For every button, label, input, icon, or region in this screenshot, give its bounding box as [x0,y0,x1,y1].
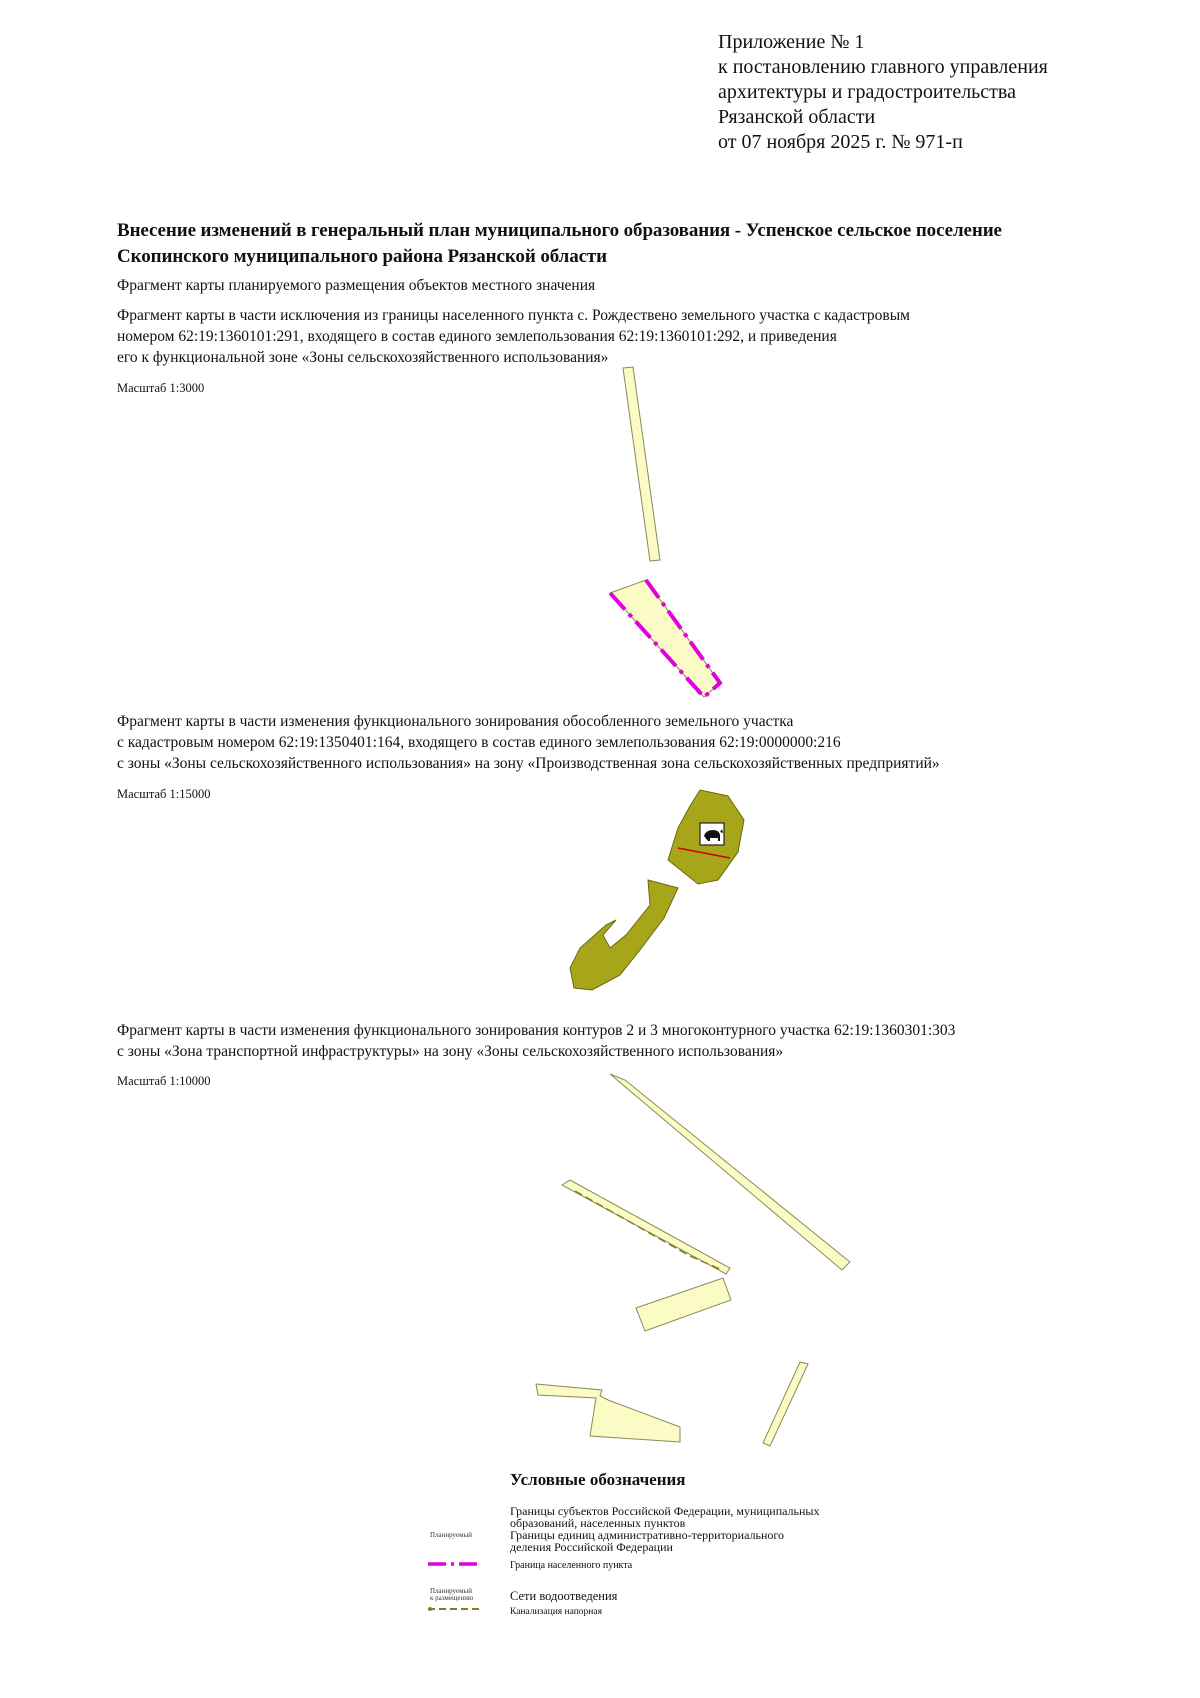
legend-item-boundaries [510,1505,820,1529]
legend-item-pressure-sewer: Канализация напорная [510,1607,602,1617]
agri-parcel-rectangle [636,1278,731,1331]
fragment-line: его к функциональной зоне «Зоны сельскохозяйственного использования» [117,349,609,366]
appendix-line: к постановлению главного управления [718,56,1048,78]
agri-parcel-left-diagonal [562,1180,730,1274]
fragment-3-scale: Масштаб 1:10000 [117,1074,211,1088]
appendix-line: архитектуры и градостроительства [718,81,1016,103]
production-zone-parcel-south [570,880,678,990]
agri-parcel-long-diagonal [610,1074,850,1270]
title-line: Скопинского муниципального района Рязанской области [117,246,608,267]
fragment-2-scale: Масштаб 1:15000 [117,787,211,801]
agri-parcel-strip [623,367,660,561]
legend-label: образований, населенных пунктов [510,1516,686,1530]
legend-label: деления Российской Федерации [510,1540,673,1554]
legend-sewer-dot [428,1607,432,1611]
fragment-line: с кадастровым номером 62:19:1350401:164, входящего в состав единого землепользования 62:19:0000000:216 [117,734,841,751]
fragment-line: номером 62:19:1360101:291, входящего в состав единого землепользования 62:19:1360101:292, и приведения [117,328,837,345]
fragment-line: с зоны «Зона транспортной инфраструктуры» на зону «Зоны сельскохозяйственного использования» [117,1043,784,1060]
fragment-line: с зоны «Зоны сельскохозяйственного использования» на зону «Производственная зона сельскохозяйственных предприятий» [117,755,940,772]
legend-label: Границы субъектов Российской Федерации, муниципальных [510,1504,820,1518]
fragment-line: Фрагмент карты в части изменения функционального зонирования контуров 2 и 3 многоконтурного участка 62:19:1360301:303 [117,1022,956,1039]
agri-parcel-excluded [610,580,720,697]
fragment-line: Фрагмент карты в части исключения из границы населенного пункта с. Рождествено земельного участка с кадастровым [117,307,910,324]
title-line: Внесение изменений в генеральный план муниципального образования - Успенское сельское поселение [117,220,1002,241]
farm-animal-icon [700,823,724,845]
legend-tag: Планируемый [430,1531,472,1539]
legend-tag-line: Планируемый [430,1587,472,1595]
appendix-line: Приложение № 1 [718,31,865,53]
legend-item-sewer: Сети водоотведения [510,1589,618,1603]
legend-label: Границы единиц административно-территориального [510,1528,785,1542]
legend-item-settlement-boundary: Граница населенного пункта [510,1560,633,1571]
fragment-line: Фрагмент карты в части изменения функционального зонирования обособленного земельного участка [117,713,794,730]
fragment-1-scale: Масштаб 1:3000 [117,381,205,395]
agri-parcel-l-shape [536,1384,680,1442]
agri-parcel-narrow [763,1362,808,1446]
legend-item-admin-units [510,1529,784,1553]
legend-tag [430,1588,473,1602]
appendix-line: от 07 ноября 2025 г. № 971-п [718,131,963,153]
legend-tag-line: к размещению [430,1594,474,1602]
legend-title: Условные обозначения [510,1470,686,1489]
document-subtitle: Фрагмент карты планируемого размещения объектов местного значения [117,277,596,294]
appendix-line: Рязанской области [718,106,876,128]
